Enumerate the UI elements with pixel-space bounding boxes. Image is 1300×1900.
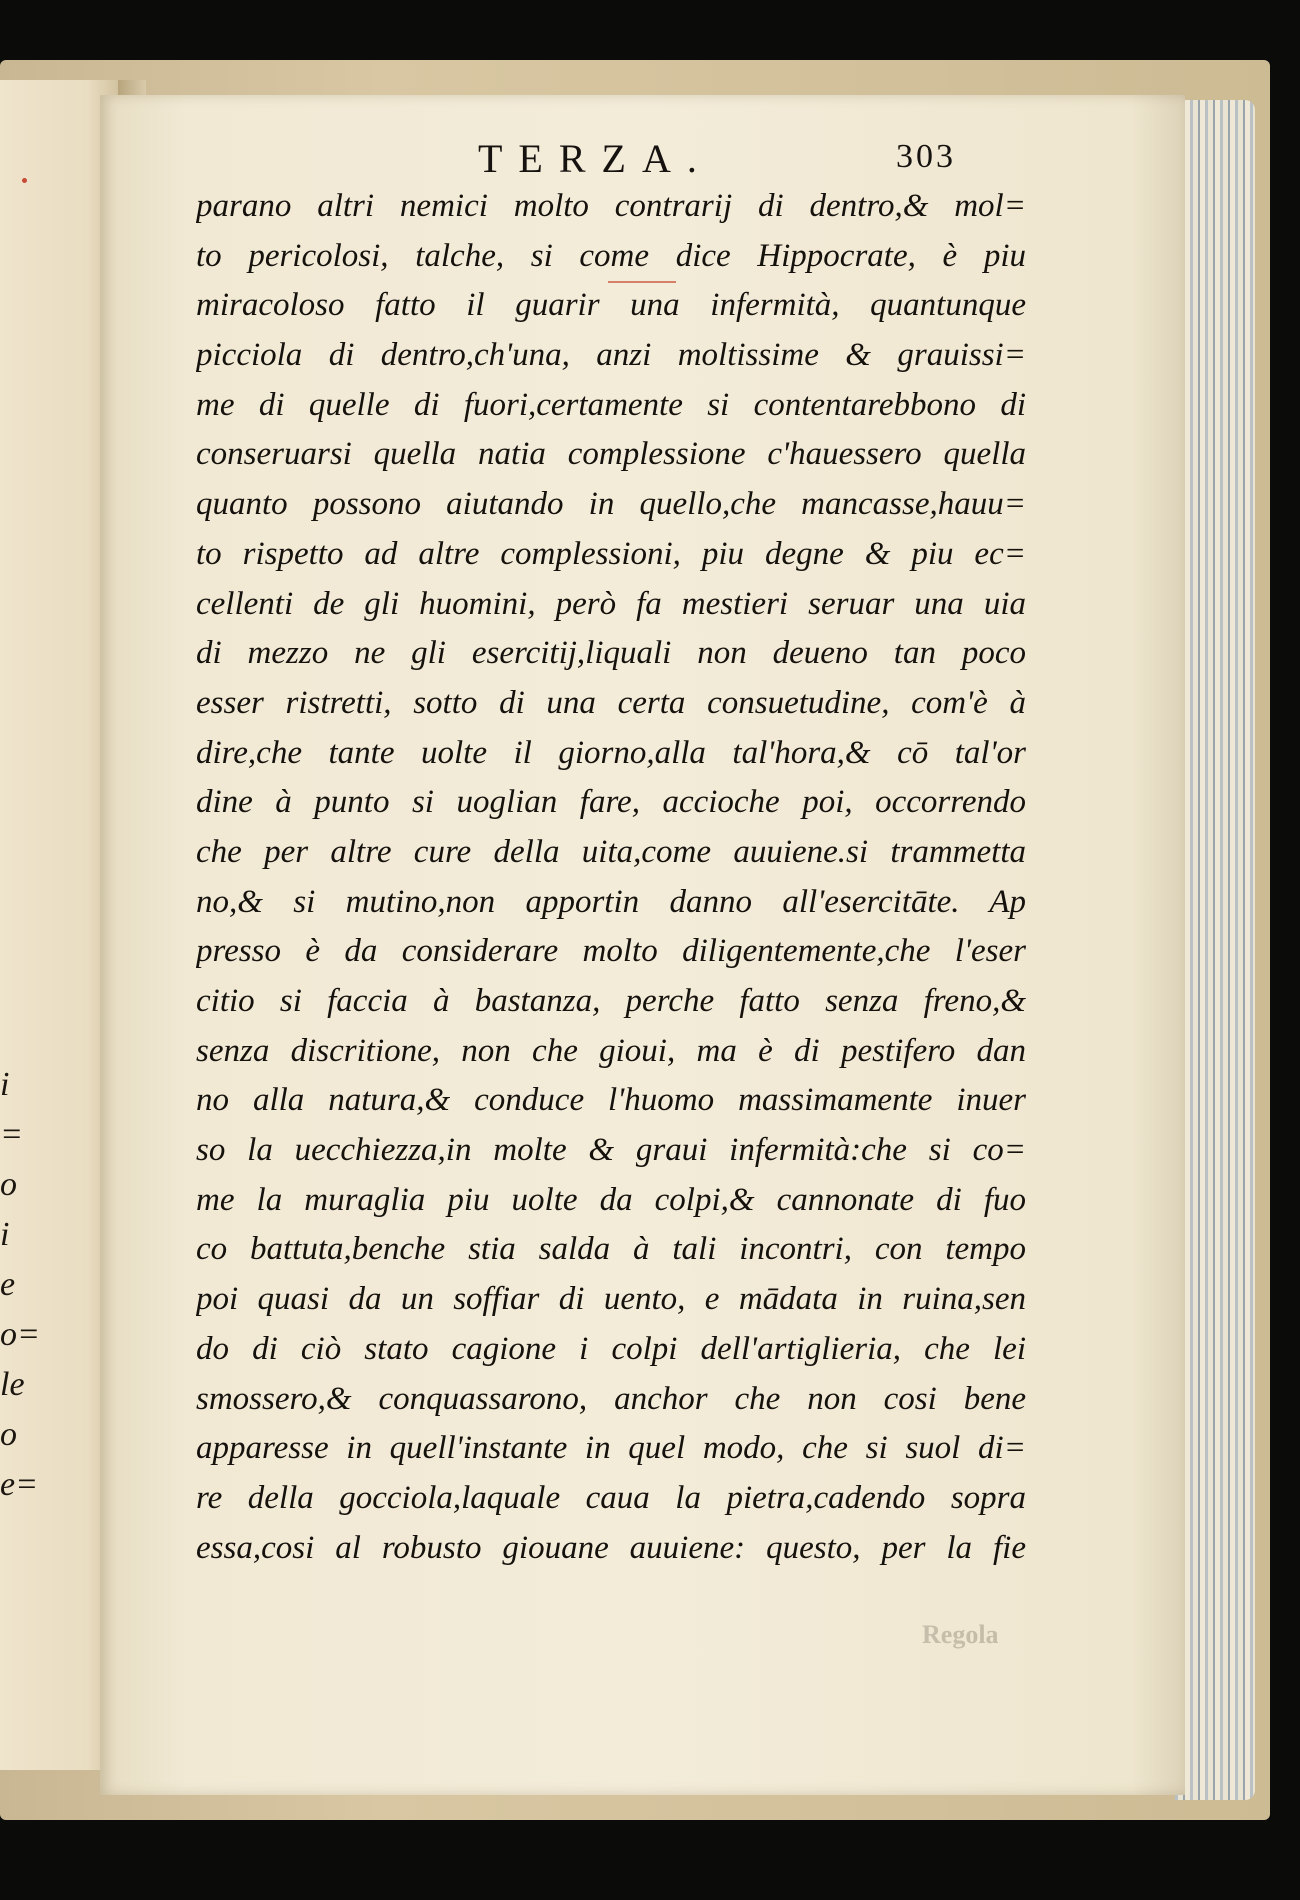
running-head: TERZA. xyxy=(478,136,713,181)
left-page-fragment: le xyxy=(0,1366,25,1403)
text-line: no alla natura,& conduce l'huomo massimamente inuer xyxy=(196,1082,1026,1119)
text-line: re della gocciola,laquale caua la pietra,cadendo sopra xyxy=(196,1479,1026,1516)
text-line: picciola di dentro,ch'una, anzi moltissime & grauissi= xyxy=(196,337,1026,374)
text-line: apparesse in quell'instante in quel modo, che si suol di= xyxy=(196,1430,1026,1467)
text-line: quanto possono aiutando in quello,che mancasse,hauu= xyxy=(196,486,1026,523)
left-page-fragment: = xyxy=(0,1116,23,1153)
text-line: esser ristretti, sotto di una certa consuetudine, com'è à xyxy=(196,684,1026,721)
text-line: miracoloso fatto il guarir una infermità, quantunque xyxy=(196,287,1026,324)
left-page-fragment: o xyxy=(0,1166,17,1203)
text-line: poi quasi da un soffiar di uento, e mādata in ruina,sen xyxy=(196,1281,1026,1318)
left-page-fragment: i xyxy=(0,1216,10,1253)
text-line: me la muraglia piu uolte da colpi,& cannonate di fuo xyxy=(196,1181,1026,1218)
page-number: 303 xyxy=(896,138,956,175)
text-line: no,& si mutino,non apportin danno all'esercitāte. Ap xyxy=(196,883,1026,920)
text-line: che per altre cure della uita,come auuiene.si trammetta xyxy=(196,833,1026,870)
left-page-fragment: e= xyxy=(0,1466,39,1503)
body-text xyxy=(196,182,1026,1573)
text-line: parano altri nemici molto contrarij di dentro,& mol= xyxy=(196,188,1026,224)
text-line: co battuta,benche stia salda à tali incontri, con tempo xyxy=(196,1231,1026,1268)
left-page-fragment: i xyxy=(0,1066,10,1103)
bleed-through-catchword: Regola xyxy=(922,1620,999,1649)
text-line: essa,cosi al robusto giouane auuiene: questo, per la fie xyxy=(196,1529,1026,1566)
text-line: smossero,& conquassarono, anchor che non cosi bene xyxy=(196,1380,1026,1417)
text-line: cellenti de gli huomini, però fa mestieri seruar una uia xyxy=(196,585,1026,622)
text-line: to rispetto ad altre complessioni, piu degne & piu ec= xyxy=(196,535,1026,572)
left-page-fragment: o xyxy=(0,1416,17,1453)
page-edges xyxy=(1175,100,1255,1800)
text-line: to pericolosi, talche, si come dice Hippocrate, è piu xyxy=(196,237,1026,274)
text-line: so la uecchiezza,in molte & graui infermità:che si co= xyxy=(196,1132,1026,1169)
text-line: dine à punto si uoglian fare, accioche poi, occorrendo xyxy=(196,784,1026,821)
text-line: presso è da considerare molto diligentemente,che l'eser xyxy=(196,933,1026,970)
text-line: di mezzo ne gli esercitij,liquali non deueno tan poco xyxy=(196,635,1026,672)
left-page-fragments xyxy=(0,1060,40,1510)
red-ink-mark xyxy=(22,178,27,183)
text-line: senza discritione, non che gioui, ma è di pestifero dan xyxy=(196,1032,1026,1069)
left-page-fragment: e xyxy=(0,1266,16,1303)
text-line: dire,che tante uolte il giorno,alla tal'hora,& cō tal'or xyxy=(196,734,1026,771)
text-line: conseruarsi quella natia complessione c'hauessero quella xyxy=(196,436,1026,473)
text-line: do di ciò stato cagione i colpi dell'artiglieria, che lei xyxy=(196,1330,1026,1367)
text-line: me di quelle di fuori,certamente si contentarebbono di xyxy=(196,386,1026,423)
left-page-fragment: o= xyxy=(0,1316,40,1353)
text-line: citio si faccia à bastanza, perche fatto senza freno,& xyxy=(196,983,1026,1019)
